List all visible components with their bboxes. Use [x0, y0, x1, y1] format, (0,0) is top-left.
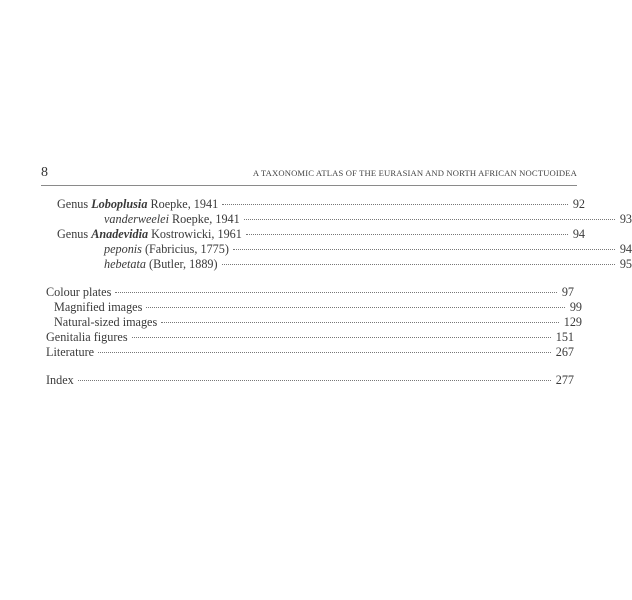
toc-entry-natural-sized-images[interactable] [46, 315, 582, 330]
dot-leader [132, 337, 551, 338]
species-author: Roepke, 1941 [172, 212, 240, 226]
toc-entry-index[interactable] [46, 373, 574, 388]
genus-author: Kostrowicki, 1961 [151, 227, 242, 241]
dot-leader [78, 380, 551, 381]
toc-entry-label: Index [46, 373, 74, 387]
toc-entry-label: Magnified images [54, 300, 143, 314]
toc-entry-label [104, 257, 218, 272]
toc-entry-label [104, 242, 229, 257]
toc-entry-genitalia-figures[interactable] [46, 330, 574, 345]
toc-page-number: 97 [561, 285, 574, 299]
toc-entry-hebetata[interactable] [46, 257, 632, 272]
header-rule [41, 185, 577, 186]
toc-entry-colour-plates[interactable] [46, 285, 574, 300]
dot-leader [222, 204, 568, 205]
toc-page-number: 277 [555, 373, 574, 387]
genus-name: Anadevidia [91, 227, 149, 241]
toc-page-number: 267 [555, 345, 574, 359]
toc-entry-genus-loboplusia[interactable] [46, 197, 585, 212]
dot-leader [233, 249, 615, 250]
toc-entry-vanderweelei[interactable] [46, 212, 632, 227]
toc-page-number: 94 [619, 242, 632, 256]
page-number: 8 [41, 165, 48, 180]
species-author: (Fabricius, 1775) [144, 242, 229, 256]
genus-prefix: Genus [57, 197, 89, 211]
page-header [41, 163, 577, 183]
toc-page-number: 95 [619, 257, 632, 271]
toc-entry-label: Genitalia figures [46, 330, 128, 344]
toc-page-number: 94 [572, 227, 585, 241]
toc-entry-label: Colour plates [46, 285, 112, 299]
dot-leader [115, 292, 556, 293]
dot-leader [146, 307, 564, 308]
toc-entry-label: Natural-sized images [54, 315, 158, 329]
toc-page-number: 92 [572, 197, 585, 211]
toc-page-number: 93 [619, 212, 632, 226]
toc-page-number: 99 [569, 300, 582, 314]
running-head: A TAXONOMIC ATLAS OF THE EURASIAN AND NORTH AFRICAN NOCTUOIDEA [252, 168, 577, 178]
toc-page-number: 129 [563, 315, 582, 329]
toc-entry-label [57, 227, 242, 242]
toc-entry-label: Literature [46, 345, 95, 359]
genus-author: Roepke, 1941 [150, 197, 219, 211]
genus-prefix: Genus [57, 227, 89, 241]
genus-name: Loboplusia [91, 197, 148, 211]
toc-entry-label [57, 197, 218, 212]
species-name: vanderweelei [104, 212, 169, 226]
dot-leader [246, 234, 568, 235]
dot-leader [244, 219, 615, 220]
species-author: (Butler, 1889) [149, 257, 218, 271]
dot-leader [222, 264, 615, 265]
dot-leader [98, 352, 551, 353]
toc-entry-peponis[interactable] [46, 242, 632, 257]
toc-entry-literature[interactable] [46, 345, 574, 360]
toc-entry-label [104, 212, 240, 227]
species-name: hebetata [104, 257, 146, 271]
toc-entry-magnified-images[interactable] [46, 300, 582, 315]
dot-leader [161, 322, 559, 323]
toc-entry-genus-anadevidia[interactable] [46, 227, 585, 242]
species-name: peponis [104, 242, 142, 256]
toc-page-number: 151 [555, 330, 574, 344]
